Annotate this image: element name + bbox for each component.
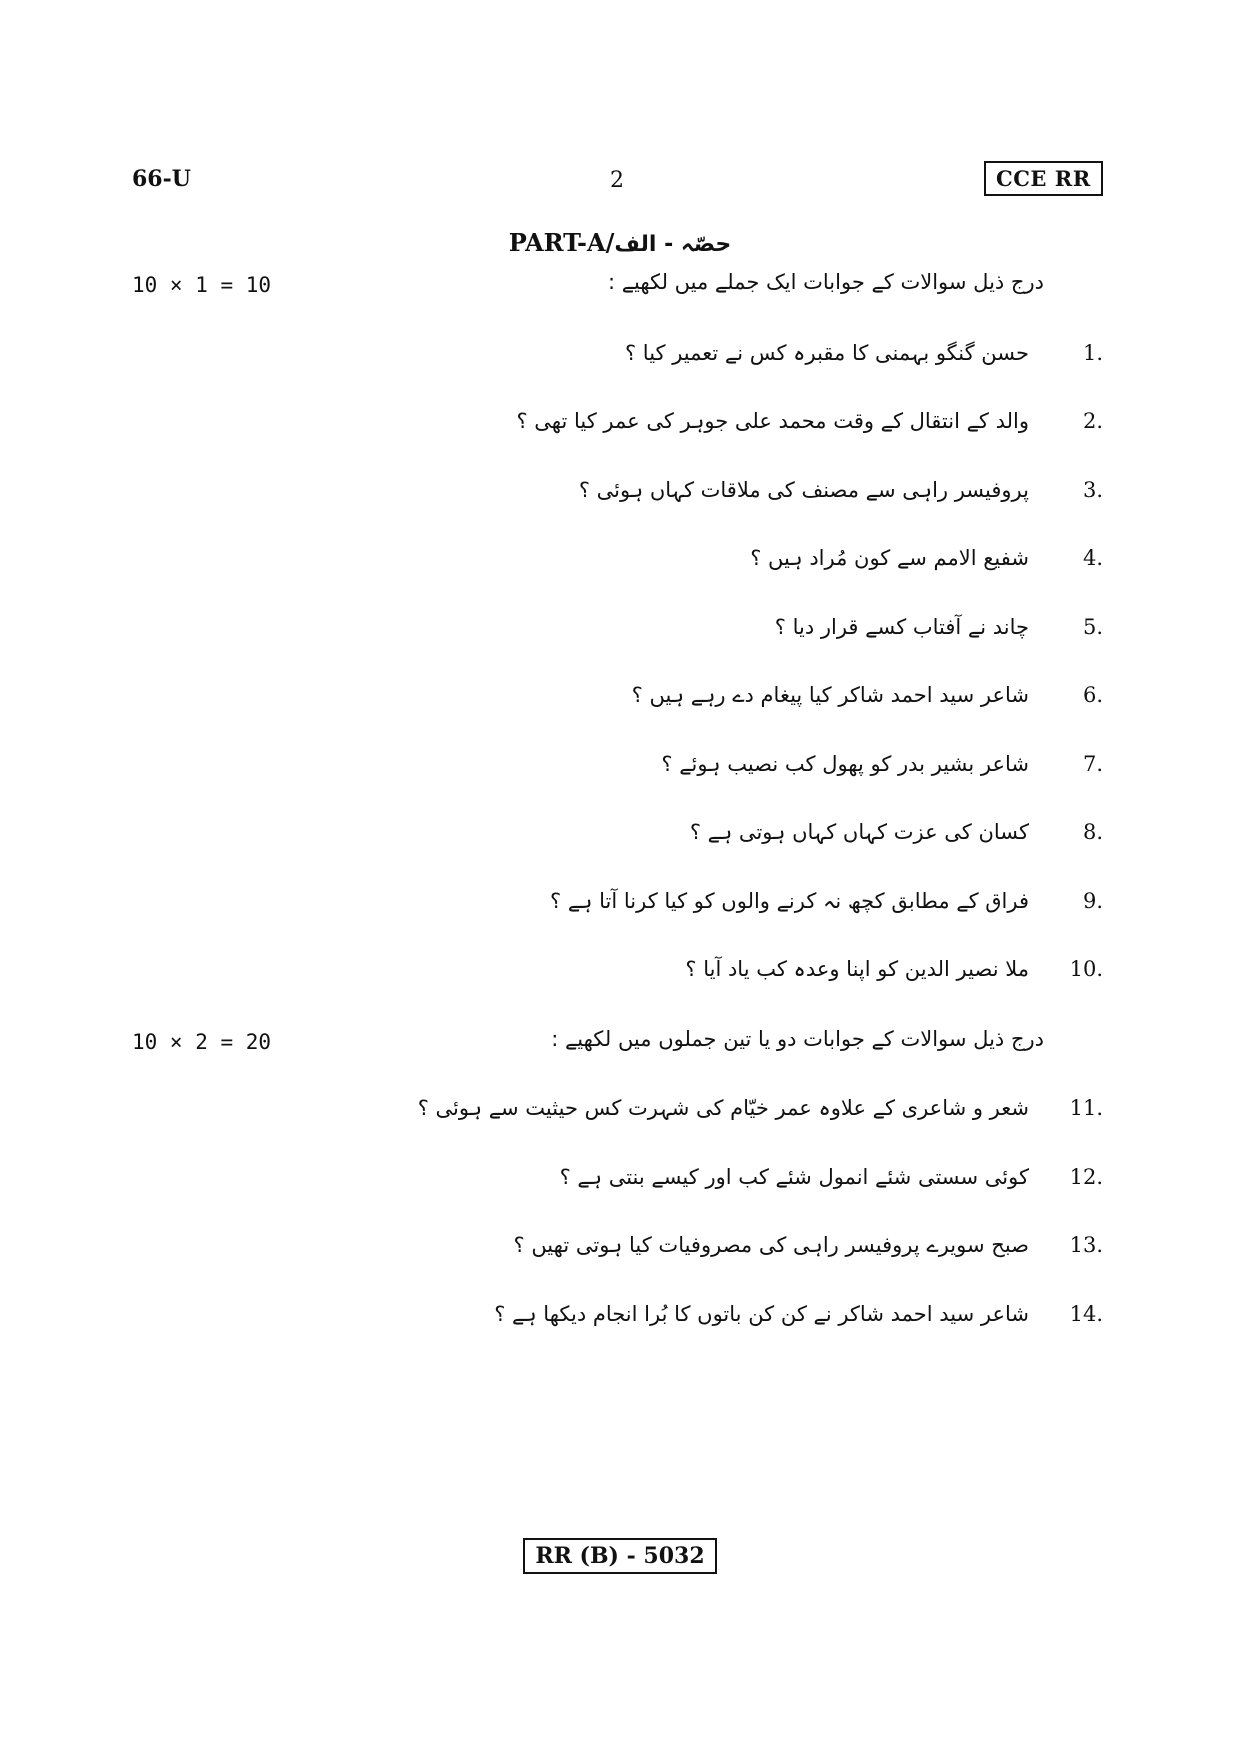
question-text: شاعر سید احمد شاکر کیا پیغام دے رہے ہیں ؟ <box>631 683 1029 707</box>
section1-instruction: درج ذیل سوالات کے جوابات ایک جملے میں لکھیے : <box>607 270 1044 294</box>
question-text: کوئی سستی شئے انمول شئے کب اور کیسے بنتی ہے ؟ <box>559 1165 1029 1189</box>
question-number: 10. <box>1069 957 1103 981</box>
question-text: شاعر سید احمد شاکر نے کن کن باتوں کا بُرا انجام دیکھا ہے ؟ <box>494 1302 1029 1326</box>
question-number: 5. <box>1082 615 1103 639</box>
question-text: صبح سویرے پروفیسر راہی کی مصروفیات کیا ہوتی تھیں ؟ <box>513 1233 1029 1257</box>
question-item <box>516 403 1103 439</box>
section1-marks: 10 × 1 = 10 <box>132 273 272 297</box>
question-item <box>750 540 1103 576</box>
question-text: چاند نے آفتاب کسے قرار دیا ؟ <box>774 615 1029 639</box>
section2-instruction: درج ذیل سوالات کے جوابات دو یا تین جملوں میں لکھیے : <box>551 1027 1044 1051</box>
question-number: 9. <box>1082 889 1103 913</box>
question-item <box>685 951 1103 987</box>
question-number: 12. <box>1069 1165 1103 1189</box>
question-text: فراق کے مطابق کچھ نہ کرنے والوں کو کیا کرنا آتا ہے ؟ <box>550 889 1029 913</box>
question-number: 11. <box>1069 1096 1103 1120</box>
question-item <box>550 883 1103 919</box>
page-number: 2 <box>610 168 624 193</box>
footer <box>0 1538 1240 1574</box>
question-text: کسان کی عزت کہاں کہاں ہوتی ہے ؟ <box>689 820 1029 844</box>
part-title-urdu: حصّہ - الف <box>614 232 732 257</box>
question-text: حسن گنگو بہمنی کا مقبرہ کس نے تعمیر کیا ؟ <box>624 341 1029 365</box>
question-number: 8. <box>1082 820 1103 844</box>
question-text: پروفیسر راہی سے مصنف کی ملاقات کہاں ہوئی ؟ <box>578 478 1029 502</box>
question-text: ملا نصیر الدین کو اپنا وعدہ کب یاد آیا ؟ <box>685 957 1029 981</box>
question-item <box>514 1227 1104 1263</box>
paper-code: 66-U <box>132 166 191 192</box>
question-item <box>494 1296 1103 1332</box>
question-text: شعر و شاعری کے علاوہ عمر خیّام کی شہرت کس حیثیت سے ہوئی ؟ <box>417 1096 1029 1120</box>
exam-label-box: CCE RR <box>984 161 1103 196</box>
question-number: 1. <box>1082 341 1103 365</box>
question-text: والد کے انتقال کے وقت محمد علی جوہر کی عمر کیا تھی ؟ <box>516 409 1029 433</box>
question-item <box>632 677 1103 713</box>
question-item <box>418 1090 1103 1126</box>
question-number: 13. <box>1069 1233 1103 1257</box>
question-number: 14. <box>1069 1302 1103 1326</box>
question-number: 4. <box>1082 546 1103 570</box>
question-item <box>690 814 1103 850</box>
part-title <box>0 228 1240 257</box>
question-item <box>661 746 1103 782</box>
section2-marks: 10 × 2 = 20 <box>132 1030 272 1054</box>
question-number: 7. <box>1082 752 1103 776</box>
question-number: 3. <box>1082 478 1103 502</box>
footer-code-box: RR (B) - 5032 <box>523 1538 716 1574</box>
part-title-english: PART-A/ <box>508 228 615 257</box>
question-number: 2. <box>1082 409 1103 433</box>
question-item <box>579 472 1103 508</box>
question-item <box>625 335 1103 371</box>
question-text: شاعر بشیر بدر کو پھول کب نصیب ہوئے ؟ <box>661 752 1029 776</box>
question-text: شفیع الامم سے کون مُراد ہیں ؟ <box>750 546 1029 570</box>
question-item <box>560 1159 1103 1195</box>
question-number: 6. <box>1082 683 1103 707</box>
question-item <box>775 609 1103 645</box>
